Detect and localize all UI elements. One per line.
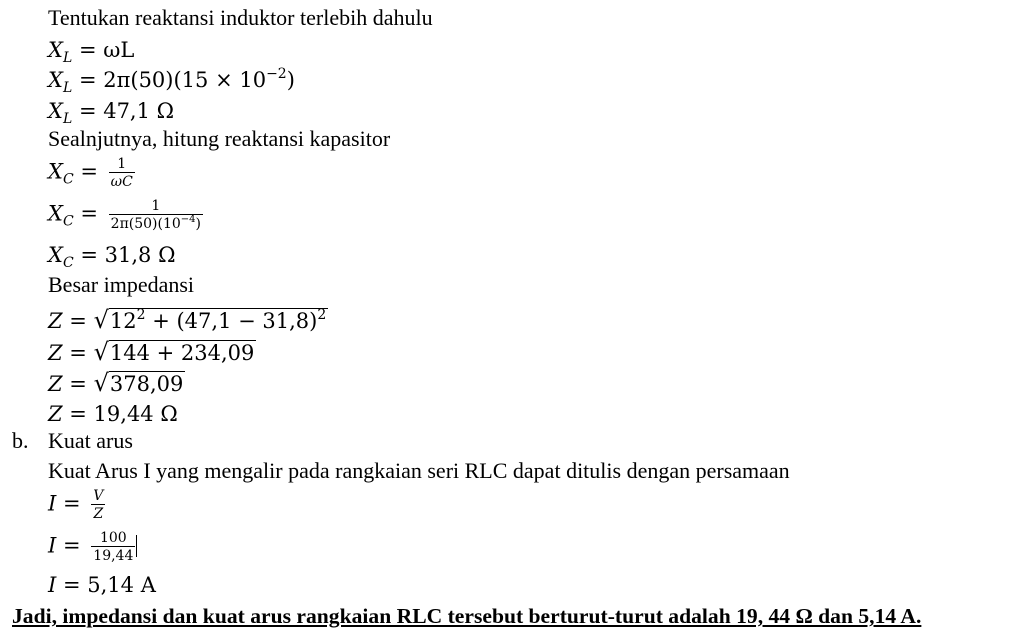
radicand bbox=[109, 308, 328, 333]
z-symbol: Z bbox=[48, 402, 63, 426]
current-formula bbox=[48, 488, 105, 522]
radical-sign-icon: √ bbox=[93, 369, 109, 397]
fraction-numerator: 100 bbox=[99, 530, 127, 546]
xl-result bbox=[48, 98, 175, 127]
radical-sign-icon: √ bbox=[93, 338, 109, 366]
current-fraction-1 bbox=[91, 488, 105, 522]
xc-subscript: C bbox=[62, 171, 74, 188]
z-formula bbox=[48, 307, 328, 334]
current-result-rhs: = 5,14 A bbox=[62, 573, 156, 597]
xc-subscript: C bbox=[62, 255, 74, 271]
xl-formula bbox=[48, 37, 135, 66]
current-symbol: I bbox=[48, 491, 57, 516]
part-b-description: Kuat Arus I yang mengalir pada rangkaian seri RLC dapat ditulis dengan persamaan bbox=[48, 458, 790, 483]
fraction-denominator: Z bbox=[91, 504, 105, 522]
radicand: 378,09 bbox=[109, 372, 184, 396]
xl-subscript: L bbox=[62, 50, 73, 66]
denominator-prefix: 2π(50)(10 bbox=[110, 216, 181, 232]
denominator-exponent: −4 bbox=[180, 214, 196, 225]
fraction-denominator: ωC bbox=[110, 174, 133, 190]
exponent: 2 bbox=[317, 307, 327, 323]
fraction-numerator: 1 bbox=[151, 198, 161, 214]
conclusion-text: Jadi, impedansi dan kuat arus rangkaian RLC tersebut berturut-turut adalah 19, 44 Ω dan 5,14 A. bbox=[12, 604, 922, 628]
part-b-heading: Kuat arus bbox=[48, 428, 133, 453]
text-cursor bbox=[136, 535, 137, 557]
exponent: 2 bbox=[136, 307, 146, 323]
z-step2 bbox=[48, 339, 256, 366]
intro-inductor-text: Tentukan reaktansi induktor terlebih dahulu bbox=[48, 5, 433, 30]
radicand-term-a: 12 bbox=[109, 309, 137, 333]
xc-fraction-2 bbox=[109, 198, 203, 232]
current-substitution bbox=[48, 530, 137, 564]
equals-sign: = bbox=[62, 533, 81, 558]
current-symbol: I bbox=[48, 573, 57, 597]
current-result bbox=[48, 572, 156, 598]
z-symbol: Z bbox=[48, 309, 63, 333]
fraction-numerator: 1 bbox=[117, 156, 127, 172]
xl-symbol: X bbox=[48, 68, 63, 92]
equals-sign: = bbox=[80, 159, 98, 184]
xc-result bbox=[48, 242, 176, 271]
xc-result-rhs: = 31,8 Ω bbox=[80, 243, 176, 267]
current-fraction-2 bbox=[91, 530, 135, 564]
denominator-suffix: ) bbox=[195, 216, 201, 232]
xl-step2-exponent: −2 bbox=[266, 66, 287, 82]
intro-capacitor-text: Sealnjutnya, hitung reaktansi kapasitor bbox=[48, 126, 391, 151]
current-symbol: I bbox=[48, 533, 57, 558]
xl-substitution bbox=[48, 66, 295, 96]
xl-subscript: L bbox=[62, 111, 73, 127]
square-root bbox=[94, 307, 329, 334]
z-symbol: Z bbox=[48, 341, 63, 365]
z-result bbox=[48, 401, 178, 427]
xc-formula bbox=[48, 156, 135, 190]
xl-step2-suffix: ) bbox=[286, 68, 295, 92]
xc-fraction-1 bbox=[109, 156, 135, 190]
xc-subscript: C bbox=[62, 213, 74, 230]
z-symbol: Z bbox=[48, 372, 63, 396]
xc-symbol: X bbox=[48, 159, 63, 184]
radical-sign-icon: √ bbox=[93, 306, 109, 334]
xl-symbol: X bbox=[48, 38, 63, 62]
square-root bbox=[94, 370, 186, 397]
fraction-denominator: 19,44 bbox=[93, 548, 134, 564]
radicand-term-b: + (47,1 − 31,8) bbox=[145, 309, 318, 333]
xc-symbol: X bbox=[48, 243, 63, 267]
equals-sign: = bbox=[62, 491, 81, 516]
z-result-rhs: = 19,44 Ω bbox=[69, 402, 178, 426]
equals-sign: = bbox=[80, 201, 98, 226]
xl-step2-prefix: = 2π(50)(15 × 10 bbox=[78, 68, 267, 92]
xl-symbol: X bbox=[48, 99, 63, 123]
xl-subscript: L bbox=[62, 80, 73, 96]
equals-sign: = bbox=[69, 372, 87, 396]
z-step3 bbox=[48, 370, 185, 397]
equals-sign: = bbox=[69, 341, 87, 365]
fraction-numerator: V bbox=[93, 488, 104, 504]
radicand: 144 + 234,09 bbox=[109, 341, 255, 365]
xc-symbol: X bbox=[48, 201, 63, 226]
xc-substitution bbox=[48, 198, 203, 232]
list-marker-b: b. bbox=[12, 428, 29, 453]
square-root bbox=[94, 339, 257, 366]
xl-step1-rhs: = ωL bbox=[78, 38, 135, 62]
xl-result-rhs: = 47,1 Ω bbox=[78, 99, 175, 123]
fraction-denominator bbox=[109, 214, 203, 232]
intro-impedance-text: Besar impedansi bbox=[48, 272, 195, 297]
equals-sign: = bbox=[69, 309, 87, 333]
